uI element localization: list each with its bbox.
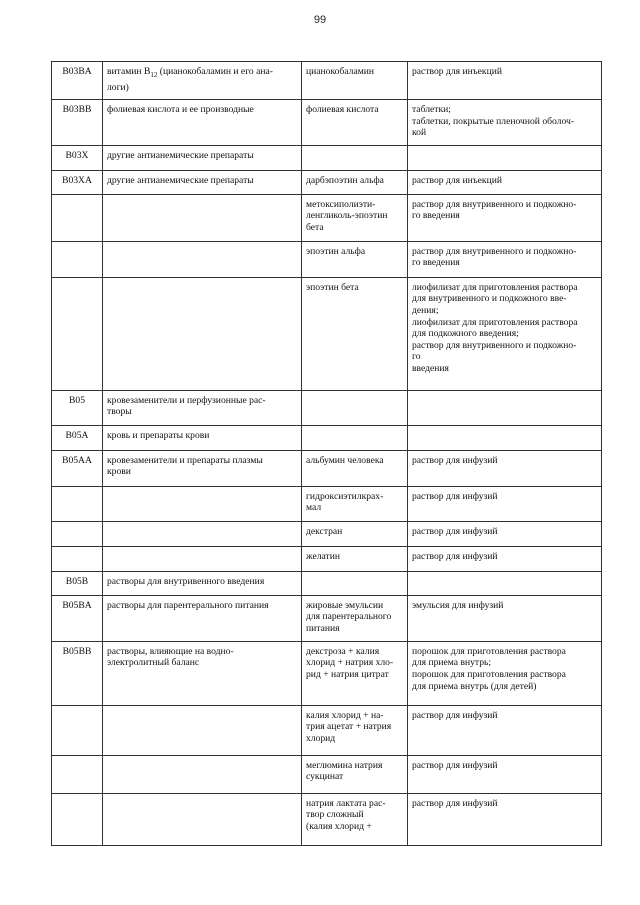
dosage-form-cell: раствор для инфузий [408, 521, 602, 546]
atc-code-cell [52, 705, 103, 755]
table-row [52, 62, 602, 100]
atc-group-cell [103, 793, 302, 845]
atc-code-cell: B05BA [52, 595, 103, 641]
atc-group-cell [103, 546, 302, 571]
atc-group-cell: другие антианемические препараты [103, 170, 302, 194]
dosage-form-cell: раствор для инфузий [408, 755, 602, 793]
page-number: 99 [313, 14, 327, 26]
substance-cell: цианокобаламин [302, 62, 408, 100]
drug-classification-table [51, 61, 602, 846]
atc-code-cell: B05A [52, 425, 103, 450]
table-row [52, 521, 602, 546]
substance-cell: дарбэпоэтин альфа [302, 170, 408, 194]
atc-code-cell [52, 194, 103, 241]
dosage-form-cell [408, 390, 602, 425]
table-row [52, 425, 602, 450]
dosage-form-cell [408, 425, 602, 450]
atc-group-cell [103, 277, 302, 390]
atc-group-cell [103, 521, 302, 546]
atc-group-cell: растворы для внутривенного введения [103, 571, 302, 595]
substance-cell: жировые эмульсии для парентерального питания [302, 595, 408, 641]
substance-cell: метоксиполиэти- ленгликоль-эпоэтин бета [302, 194, 408, 241]
dosage-form-cell: раствор для инфузий [408, 450, 602, 486]
table-row [52, 100, 602, 146]
table-row [52, 793, 602, 845]
substance-cell: фолиевая кислота [302, 100, 408, 146]
table-row [52, 595, 602, 641]
dosage-form-cell [408, 571, 602, 595]
atc-group-cell: растворы, влияющие на водно- электролитный баланс [103, 641, 302, 705]
dosage-form-cell: порошок для приготовления раствора для приема внутрь; порошок для приготовления раствора для приема внутрь (для детей) [408, 641, 602, 705]
substance-cell [302, 390, 408, 425]
atc-code-cell: B03BA [52, 62, 103, 100]
table-row [52, 145, 602, 170]
atc-code-cell [52, 486, 103, 521]
atc-code-cell: B05 [52, 390, 103, 425]
atc-code-cell: B03X [52, 145, 103, 170]
dosage-form-cell: раствор для инфузий [408, 546, 602, 571]
atc-code-cell: B05AA [52, 450, 103, 486]
substance-cell: декстроза + калия хлорид + натрия хло- рид + натрия цитрат [302, 641, 408, 705]
table-row [52, 194, 602, 241]
dosage-form-cell: раствор для инфузий [408, 486, 602, 521]
dosage-form-cell: раствор для инъекций [408, 62, 602, 100]
atc-group-cell: растворы для парентерального питания [103, 595, 302, 641]
dosage-form-cell: раствор для внутривенного и подкожно- го введения [408, 241, 602, 277]
table-row [52, 641, 602, 705]
dosage-form-cell: раствор для инфузий [408, 705, 602, 755]
substance-cell [302, 571, 408, 595]
atc-code-cell: B03BB [52, 100, 103, 146]
table-row [52, 450, 602, 486]
atc-group-cell: кровезаменители и перфузионные рас- творы [103, 390, 302, 425]
table-row [52, 571, 602, 595]
table-row [52, 170, 602, 194]
dosage-form-cell: раствор для внутривенного и подкожно- го введения [408, 194, 602, 241]
substance-cell: декстран [302, 521, 408, 546]
dosage-form-cell: раствор для инъекций [408, 170, 602, 194]
atc-code-cell [52, 241, 103, 277]
substance-cell: меглюмина натрия сукцинат [302, 755, 408, 793]
table-row [52, 241, 602, 277]
atc-code-cell: B03XA [52, 170, 103, 194]
atc-code-cell [52, 546, 103, 571]
dosage-form-cell: лиофилизат для приготовления раствора для внутривенного и подкожного вве- дения; лиофилизат для приготовления раствора для подкожного введения; раствор для внутривенного и подкожно- го введения [408, 277, 602, 390]
table-row [52, 705, 602, 755]
substance-cell: эпоэтин бета [302, 277, 408, 390]
atc-group-cell [103, 241, 302, 277]
substance-cell: калия хлорид + на- трия ацетат + натрия хлорид [302, 705, 408, 755]
atc-code-cell [52, 277, 103, 390]
substance-cell [302, 425, 408, 450]
atc-group-cell: кровь и препараты крови [103, 425, 302, 450]
atc-group-cell: кровезаменители и препараты плазмы крови [103, 450, 302, 486]
atc-code-cell: B05BB [52, 641, 103, 705]
dosage-form-cell: эмульсия для инфузий [408, 595, 602, 641]
dosage-form-cell: таблетки; таблетки, покрытые пленочной оболоч- кой [408, 100, 602, 146]
table-body [52, 62, 602, 846]
substance-cell: гидроксиэтилкрах- мал [302, 486, 408, 521]
substance-cell: эпоэтин альфа [302, 241, 408, 277]
atc-group-cell [103, 705, 302, 755]
atc-group-cell [103, 755, 302, 793]
substance-cell: натрия лактата рас- твор сложный (калия хлорид + [302, 793, 408, 845]
atc-group-cell [103, 486, 302, 521]
dosage-form-cell: раствор для инфузий [408, 793, 602, 845]
atc-group-cell [103, 194, 302, 241]
atc-code-cell [52, 793, 103, 845]
atc-group-cell: другие антианемические препараты [103, 145, 302, 170]
table-row [52, 755, 602, 793]
substance-cell: альбумин человека [302, 450, 408, 486]
substance-cell: желатин [302, 546, 408, 571]
atc-group-cell: витамин $B_{12}$ (цианокобаламин и его ана- логи) [103, 62, 302, 100]
table-row [52, 390, 602, 425]
table-row [52, 486, 602, 521]
atc-code-cell [52, 521, 103, 546]
table-row [52, 277, 602, 390]
dosage-form-cell [408, 145, 602, 170]
atc-group-cell: фолиевая кислота и ее производные [103, 100, 302, 146]
atc-code-cell [52, 755, 103, 793]
substance-cell [302, 145, 408, 170]
table-row [52, 546, 602, 571]
atc-code-cell: B05B [52, 571, 103, 595]
